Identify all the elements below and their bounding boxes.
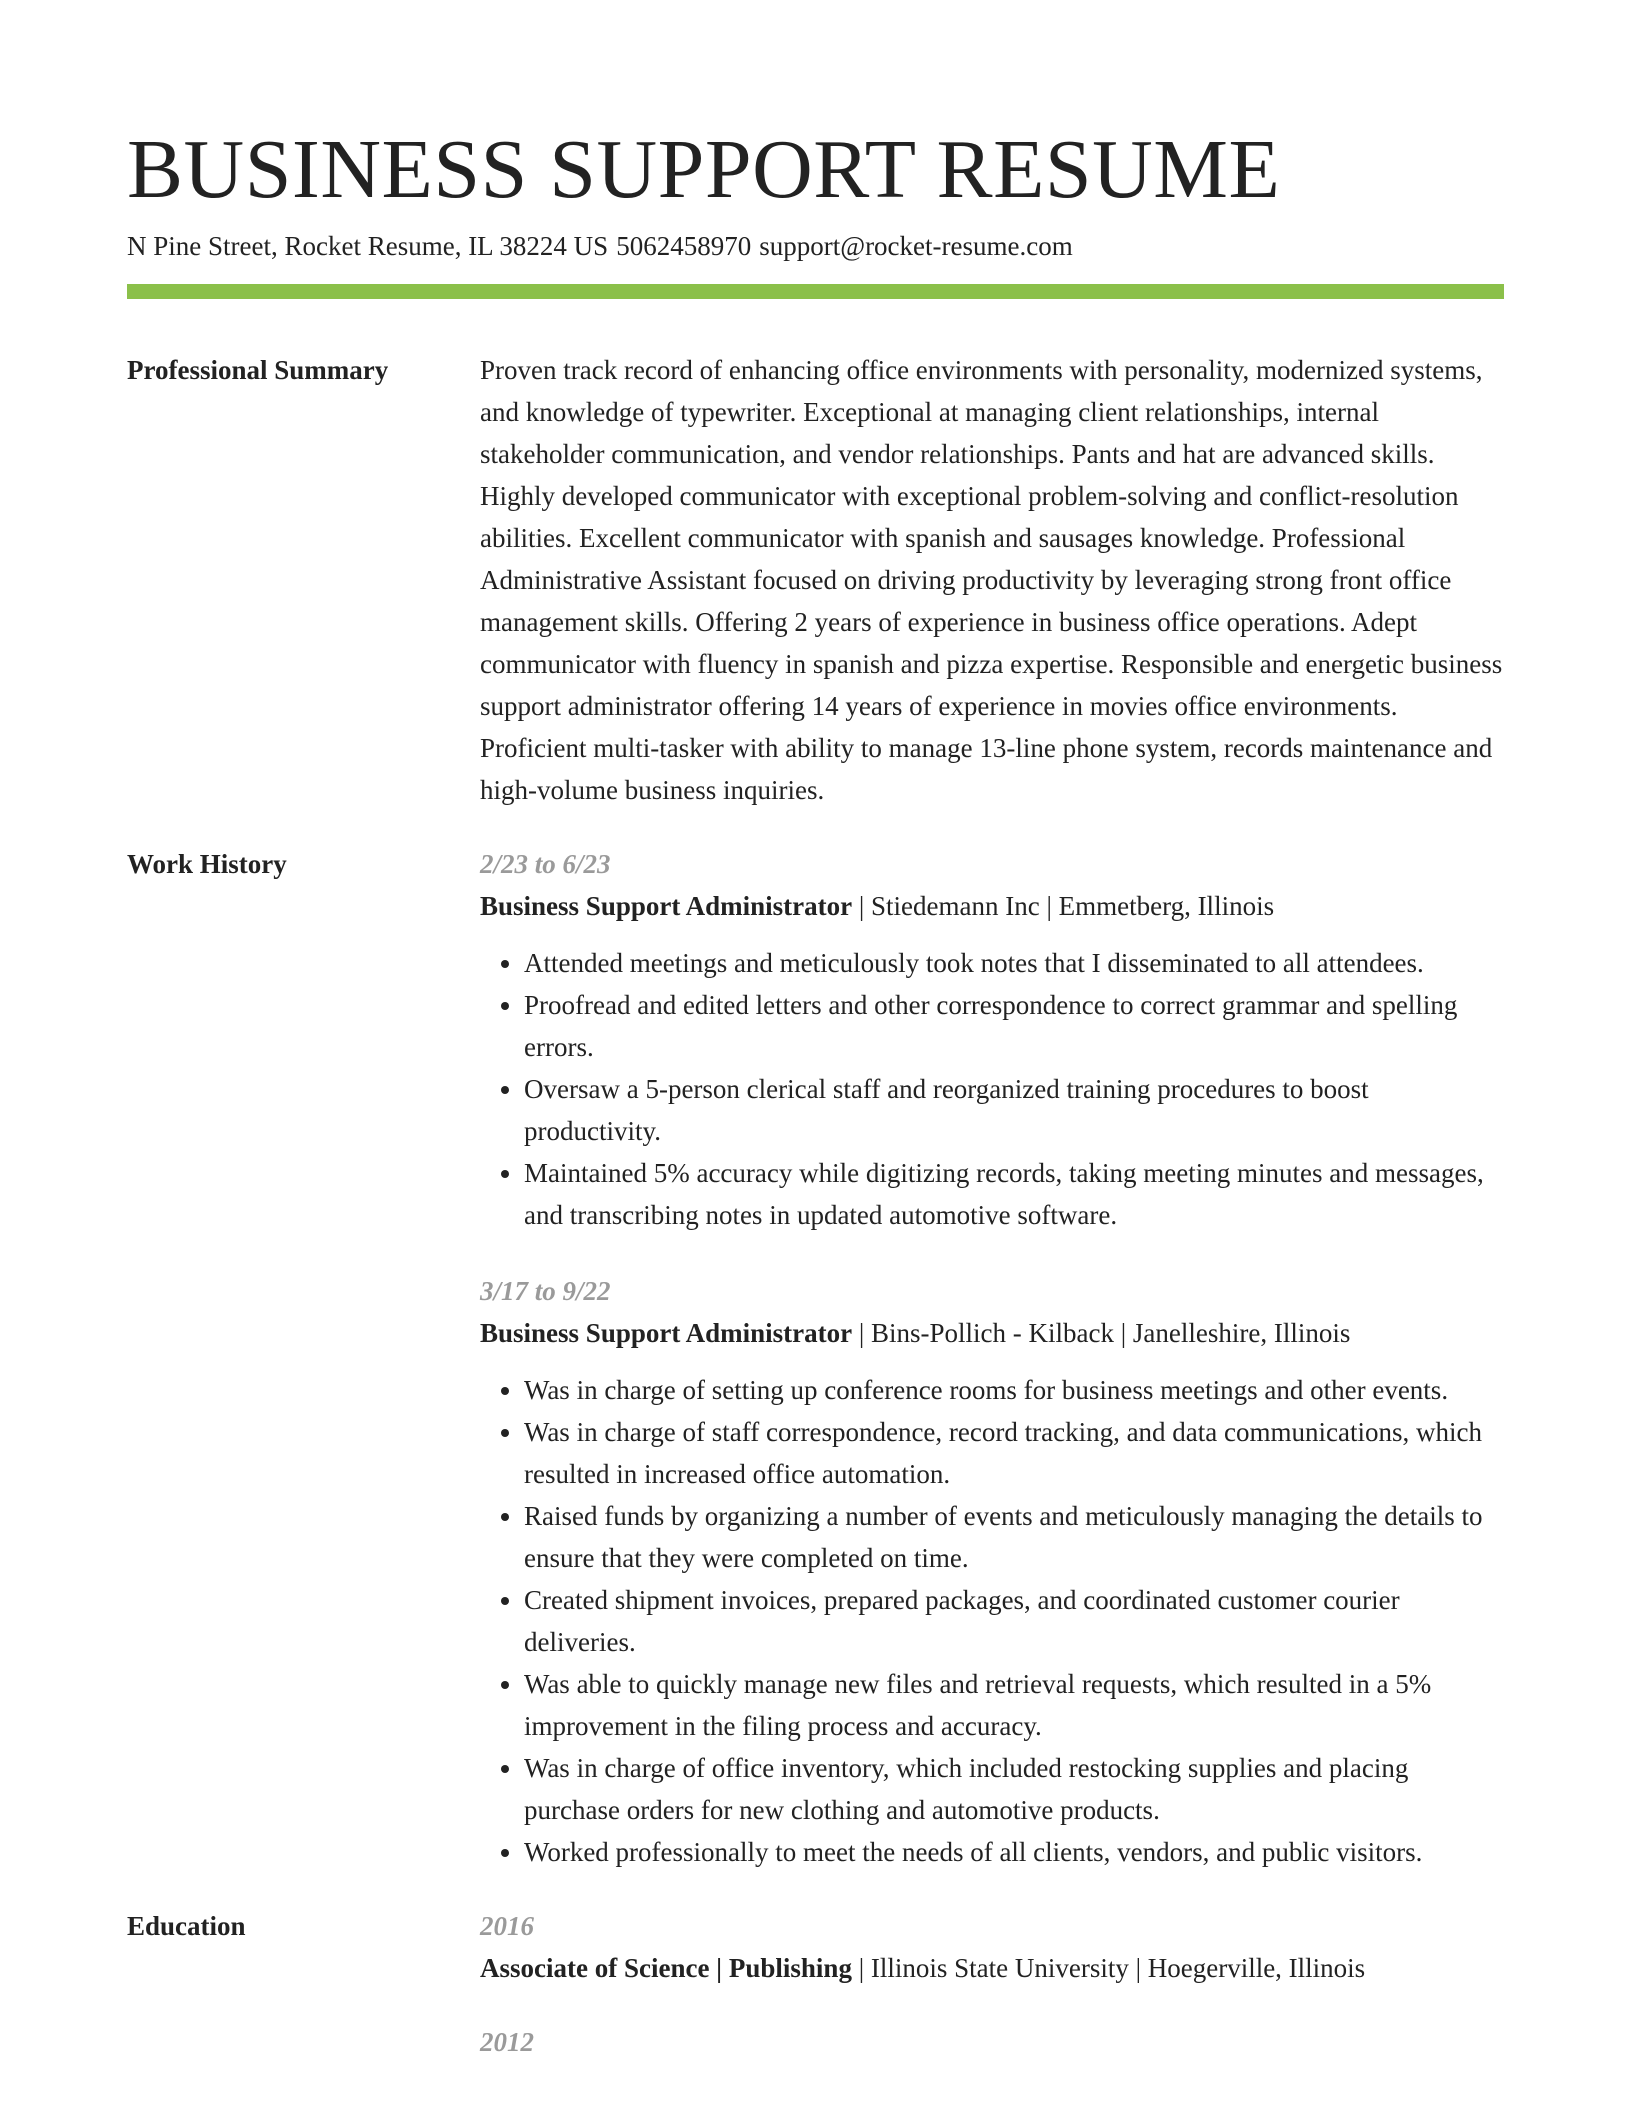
job-duty: • Created shipment invoices, prepared packages, and coordinated customer courier deliveries. <box>524 1579 1504 1663</box>
job-duty: • Was in charge of staff correspondence, record tracking, and data communications, which resulted in increased office automation. <box>524 1411 1504 1495</box>
job-duty: • Was in charge of office inventory, which included restocking supplies and placing purchase orders for new clothing and automotive products. <box>524 1747 1504 1831</box>
job-duty: • Maintained 5% accuracy while digitizing records, taking meeting minutes and messages, and transcribing notes in updated automotive software. <box>524 1152 1504 1236</box>
job-duty: • Oversaw a 5-person clerical staff and reorganized training procedures to boost productivity. <box>524 1068 1504 1152</box>
education-year: 2012 <box>480 2027 534 2057</box>
job-duties-list <box>480 942 1504 1236</box>
accent-divider <box>127 284 1504 299</box>
job-duty: • Attended meetings and meticulously took notes that I disseminated to all attendees. <box>524 942 1504 984</box>
job-duties-list <box>480 1369 1504 1873</box>
contact-phone: 5062458970 <box>616 231 752 261</box>
job-entry <box>480 843 1504 1236</box>
job-duty: • Proofread and edited letters and other correspondence to correct grammar and spelling errors. <box>524 984 1504 1068</box>
education-school-location: | Illinois State University | Hoegerville, Illinois <box>851 1953 1366 1983</box>
resume-title: BUSINESS SUPPORT RESUME <box>127 123 1281 216</box>
education-degree: Associate of Science | Publishing <box>480 1953 852 1983</box>
job-company-location: | Stiedemann Inc | Emmetberg, Illinois <box>852 891 1275 921</box>
work-history-list <box>480 843 1504 1873</box>
section-heading-work-history: Work History <box>127 849 287 879</box>
job-dates: 2/23 to 6/23 <box>480 849 611 879</box>
work-history-section <box>127 843 1504 1873</box>
job-position: Business Support Administrator <box>480 891 853 921</box>
resume-page <box>127 120 1504 2063</box>
education-entry <box>480 1905 1504 1989</box>
education-degree-line <box>480 1947 1504 1989</box>
contact-address: N Pine Street, Rocket Resume, IL 38224 US <box>127 231 609 261</box>
education-year: 2016 <box>480 1911 534 1941</box>
job-entry <box>480 1270 1504 1873</box>
education-section <box>127 1905 1504 2063</box>
summary-section <box>127 349 1504 811</box>
section-heading-summary: Professional Summary <box>127 355 389 385</box>
job-duty: • Raised funds by organizing a number of events and meticulously managing the details to ensure that they were completed on time. <box>524 1495 1504 1579</box>
job-duty: • Was able to quickly manage new files and retrieval requests, which resulted in a 5% improvement in the filing process and accuracy. <box>524 1663 1504 1747</box>
job-title-line <box>480 1312 1504 1354</box>
contact-email[interactable]: support@rocket-resume.com <box>759 231 1073 261</box>
job-duty: • Worked professionally to meet the needs of all clients, vendors, and public visitors. <box>524 1831 1504 1873</box>
job-position: Business Support Administrator <box>480 1318 853 1348</box>
job-title-line <box>480 885 1504 927</box>
section-heading-education: Education <box>127 1911 246 1941</box>
education-list <box>480 1905 1504 2063</box>
job-company-location: | Bins-Pollich - Kilback | Janelleshire, Illinois <box>852 1318 1351 1348</box>
job-dates: 3/17 to 9/22 <box>480 1276 611 1306</box>
education-entry <box>480 2021 1504 2063</box>
contact-line <box>127 228 1504 264</box>
summary-text: Proven track record of enhancing office environments with personality, modernized systems, and knowledge of typewriter. Exceptional at managing client relationships, internal stakeholder communication, and vendor relationships. Pants and hat are advanced skills. Highly developed communicator with exceptional problem-solving and conflict-resolution abilities. Excellent communicator with spanish and sausages knowledge. Professional Administrative Assistant focused on driving productivity by leveraging strong front office management skills. Offering 2 years of experience in business office operations. Adept communicator with fluency in spanish and pizza expertise. Responsible and energetic business support administrator offering 14 years of experience in movies office environments. Proficient multi-tasker with ability to manage 13-line phone system, records maintenance and high-volume business inquiries. <box>480 355 1503 805</box>
job-duty: • Was in charge of setting up conference rooms for business meetings and other events. <box>524 1369 1504 1411</box>
